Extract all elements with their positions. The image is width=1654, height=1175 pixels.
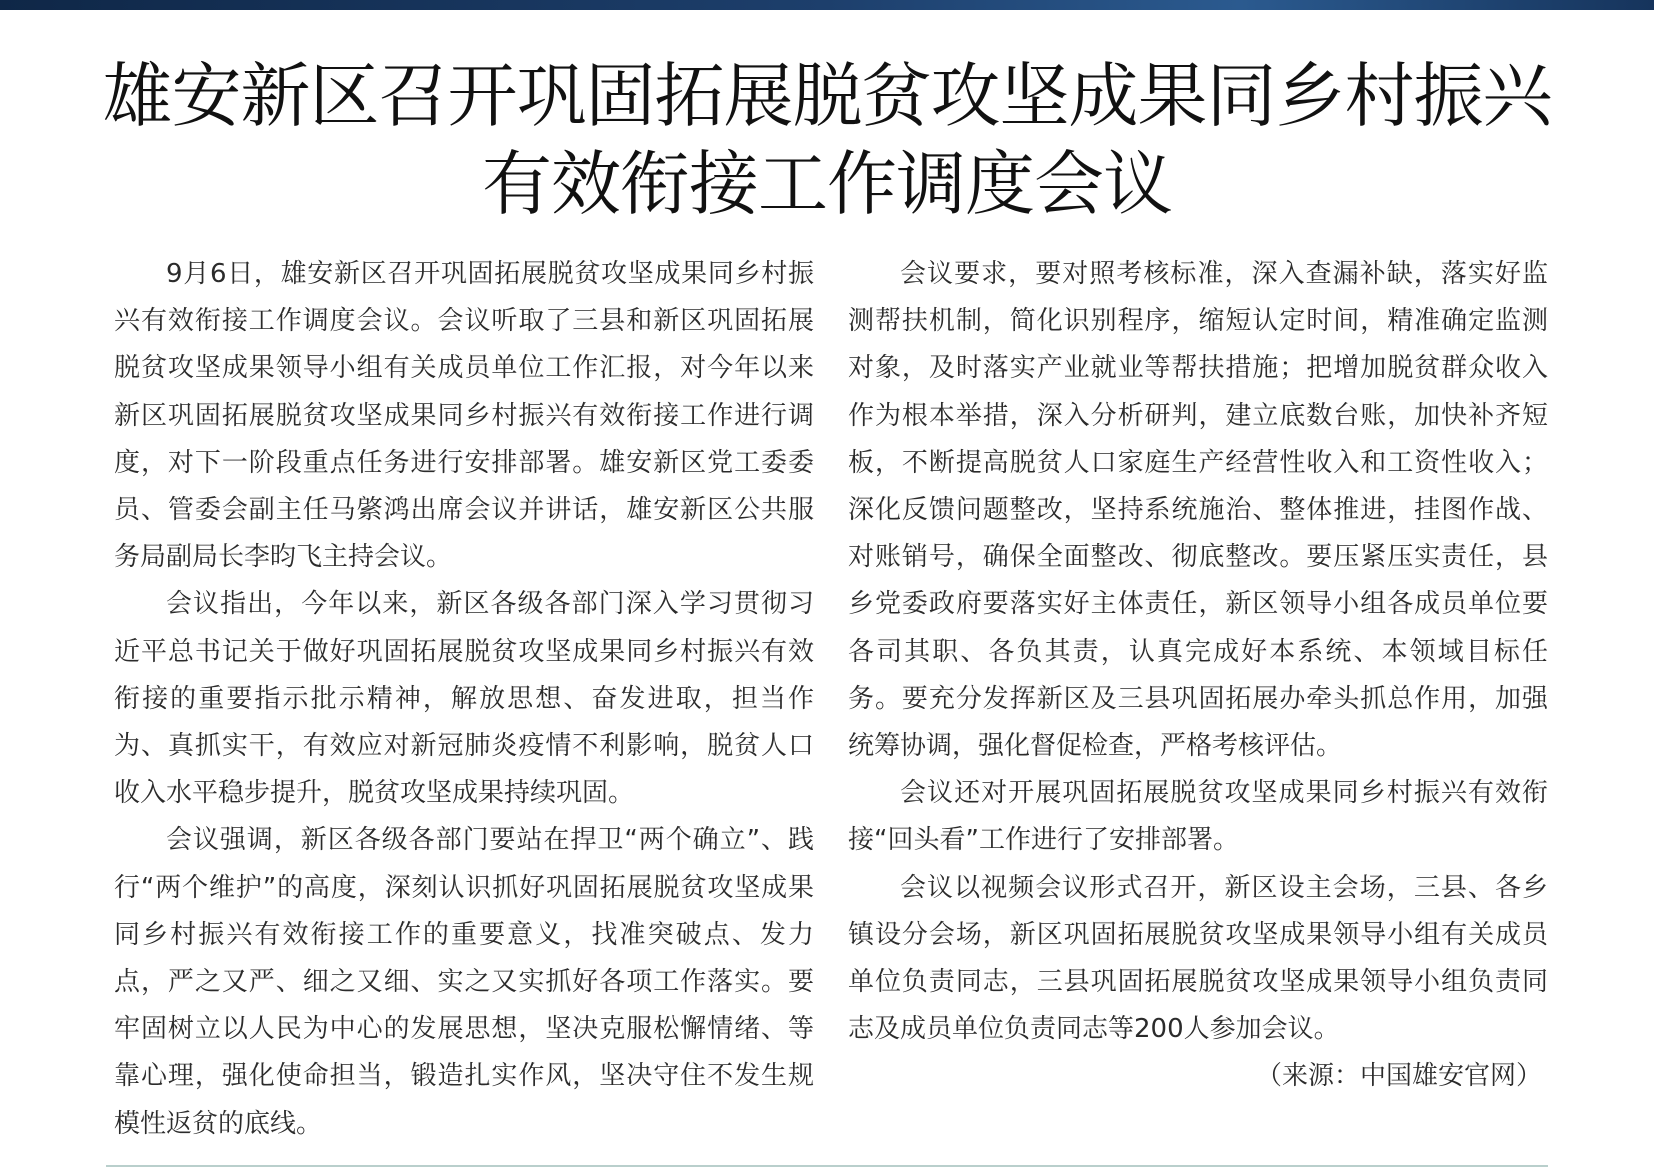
left-column: [114, 251, 814, 1148]
article-title-line-1: 雄安新区召开巩固拓展脱贫攻坚成果同乡村振兴: [102, 55, 1552, 137]
paragraph: 会议以视频会议形式召开，新区设主会场，三县、各乡镇设分会场，新区巩固拓展脱贫攻坚成果领导小组有关成员单位负责同志，三县巩固拓展脱贫攻坚成果领导小组负责同志及成员单位负责同志等200人参加会议。: [848, 872, 1548, 1045]
article-title: [0, 52, 1654, 228]
paragraph: 9月6日，雄安新区召开巩固拓展脱贫攻坚成果同乡村振兴有效衔接工作调度会议。会议听取了三县和新区巩固拓展脱贫攻坚成果领导小组有关成员单位工作汇报，对今年以来新区巩固拓展脱贫攻坚成果同乡村振兴有效衔接工作进行调度，对下一阶段重点任务进行安排部署。雄安新区党工委委员、管委会副主任马綮鸿出席会议并讲话，雄安新区公共服务局副局长李昀飞主持会议。: [114, 259, 814, 573]
paragraph: 会议指出，今年以来，新区各级各部门深入学习贯彻习近平总书记关于做好巩固拓展脱贫攻坚成果同乡村振兴有效衔接的重要指示批示精神，解放思想、奋发进取，担当作为、真抓实干，有效应对新冠肺炎疫情不利影响，脱贫人口收入水平稳步提升，脱贫攻坚成果持续巩固。: [114, 589, 814, 809]
right-column: [848, 251, 1548, 1101]
paragraph: 会议还对开展巩固拓展脱贫攻坚成果同乡村振兴有效衔接“回头看”工作进行了安排部署。: [848, 778, 1548, 856]
article-title-line-2: 有效衔接工作调度会议: [482, 143, 1172, 225]
paragraph: 会议强调，新区各级各部门要站在捍卫“两个确立”、践行“两个维护”的高度，深刻认识抓好巩固拓展脱贫攻坚成果同乡村振兴有效衔接工作的重要意义，找准突破点、发力点，严之又严、细之又细、实之又实抓好各项工作落实。要牢固树立以人民为中心的发展思想，坚决克服松懈情绪、等靠心理，强化使命担当，锻造扎实作风，坚决守住不发生规模性返贫的底线。: [114, 825, 814, 1139]
bottom-divider: [106, 1165, 1548, 1167]
paragraph: 会议要求，要对照考核标准，深入查漏补缺，落实好监测帮扶机制，简化识别程序，缩短认定时间，精准确定监测对象，及时落实产业就业等帮扶措施；把增加脱贫群众收入作为根本举措，深入分析研判，建立底数台账，加快补齐短板，不断提高脱贫人口家庭生产经营性收入和工资性收入；深化反馈问题整改，坚持系统施治、整体推进，挂图作战、对账销号，确保全面整改、彻底整改。要压紧压实责任，县乡党委政府要落实好主体责任，新区领导小组各成员单位要各司其职、各负其责，认真完成好本系统、本领域目标任务。要充分发挥新区及三县巩固拓展办牵头抓总作用，加强统筹协调，强化督促检查，严格考核评估。: [848, 259, 1548, 762]
top-decorative-bar: [0, 0, 1654, 10]
source-attribution: （来源：中国雄安官网）: [1255, 1061, 1542, 1092]
